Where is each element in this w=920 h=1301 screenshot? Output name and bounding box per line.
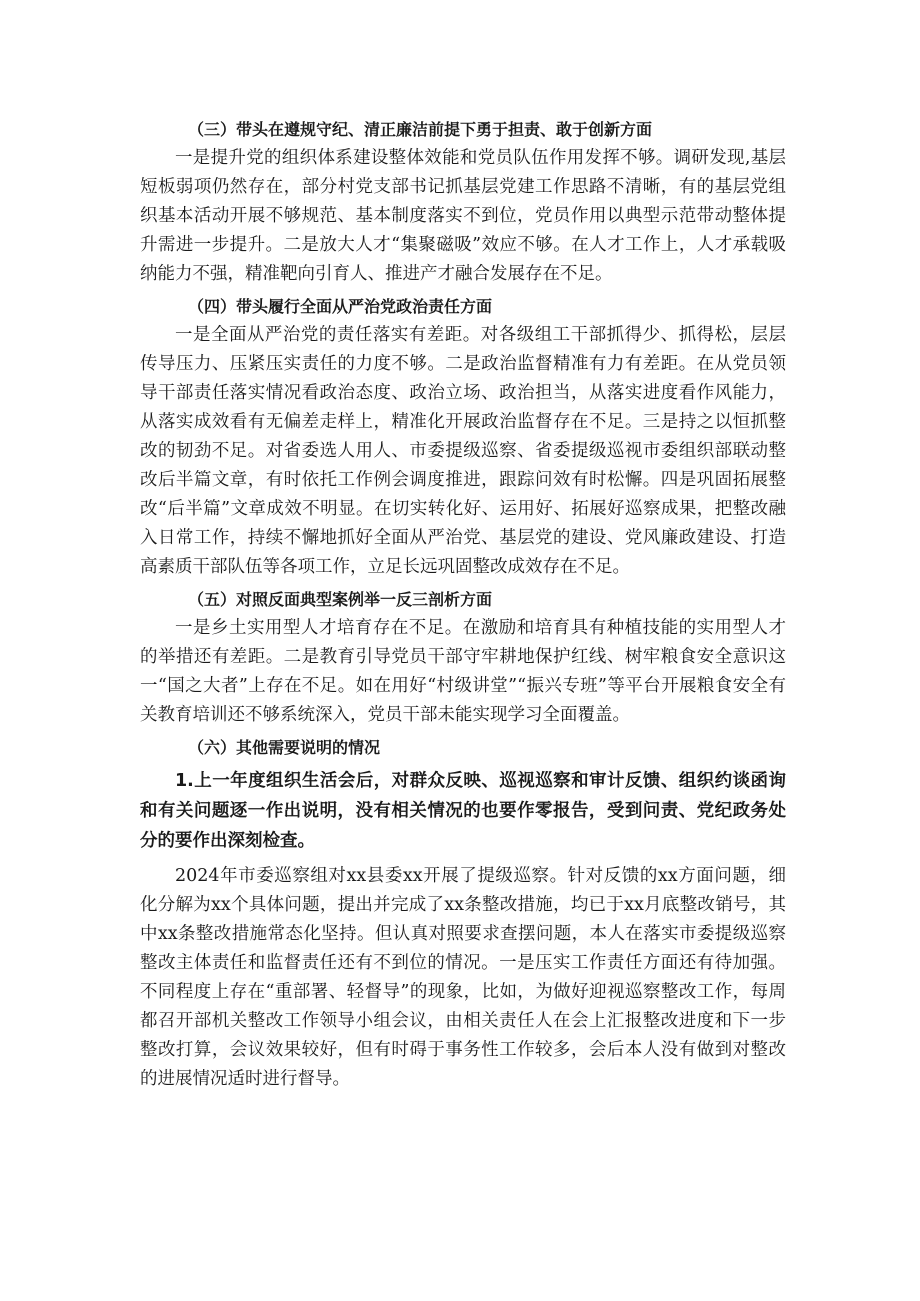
section-heading-4: （四）带头履行全面从严治党政治责任方面 <box>188 297 493 316</box>
section-heading-3: （三）带头在遵规守纪、清正廉洁前提下勇于担责、敢于创新方面 <box>188 120 653 139</box>
section-heading-5: （五）对照反面典型案例举一反三剖析方面 <box>188 590 493 609</box>
section-paragraph-3: 一是提升党的组织体系建设整体效能和党员队伍作用发挥不够。调研发现,基层短板弱项仍然存在，部分村党支部书记抓基层党建工作思路不清晰，有的基层党组织基本活动开展不够规范、基本制度落实不到位，党员作用以典型示范带动整体提升需进一步提升。二是放大人才“集聚磁吸”效应不够。在人才工作上，人才承载吸纳能力不强，精准靶向引育人、推进产才融合发展存在不足。 <box>140 148 786 284</box>
section-paragraph-5: 一是乡土实用型人才培育存在不足。在激励和培育具有种植技能的实用型人才的举措还有差距。二是教育引导党员干部守牢耕地保护红线、树牢粮食安全意识这一“国之大者”上存在不足。如在用好“村级讲堂”“振兴专班”等平台开展粮食安全有关教育培训还不够系统深入，党员干部未能实现学习全面覆盖。 <box>140 618 786 725</box>
numbered-item-title: 1.上一年度组织生活会后，对群众反映、巡视巡察和审计反馈、组织约谈函询和有关问题逐一作出说明，没有相关情况的也要作零报告，受到问责、党纪政务处分的要作出深刻检查。 <box>140 771 786 851</box>
section-paragraph-6: 2024年市委巡察组对xx县委xx开展了提级巡察。针对反馈的xx方面问题，细化分解为xx个具体问题，提出并完成了xx条整改措施，均已于xx月底整改销号，其中xx条整改措施常态化坚持。但认真对照要求查摆问题，本人在落实市委提级巡察整改主体责任和监督责任还有不到位的情况。一是压实工作责任方面还有待加强。不同程度上存在“重部署、轻督导”的现象，比如，为做好迎视巡察整改工作，每周都召开部机关整改工作领导小组会议，由相关责任人在会上汇报整改进度和下一步整改打算，会议效果较好，但有时碍于事务性工作较多，会后本人没有做到对整改的进展情况适时进行督导。 <box>140 866 786 1089</box>
document-body <box>140 116 786 1094</box>
section-paragraph-4: 一是全面从严治党的责任落实有差距。对各级组工干部抓得少、抓得松，层层传导压力、压紧压实责任的力度不够。二是政治监督精准有力有差距。在从党员领导干部责任落实情况看政治态度、政治立场、政治担当，从落实进度看作风能力，从落实成效看有无偏差走样上，精准化开展政治监督存在不足。三是持之以恒抓整改的韧劲不足。对省委选人用人、市委提级巡察、省委提级巡视市委组织部联动整改后半篇文章，有时依托工作例会调度推进，跟踪问效有时松懈。四是巩固拓展整改“后半篇”文章成效不明显。在切实转化好、运用好、拓展好巡察成果，把整改融入日常工作，持续不懈地抓好全面从严治党、基层党的建设、党风廉政建设、打造高素质干部队伍等各项工作，立足长远巩固整改成效存在不足。 <box>140 325 786 577</box>
section-heading-6: （六）其他需要说明的情况 <box>188 738 381 757</box>
